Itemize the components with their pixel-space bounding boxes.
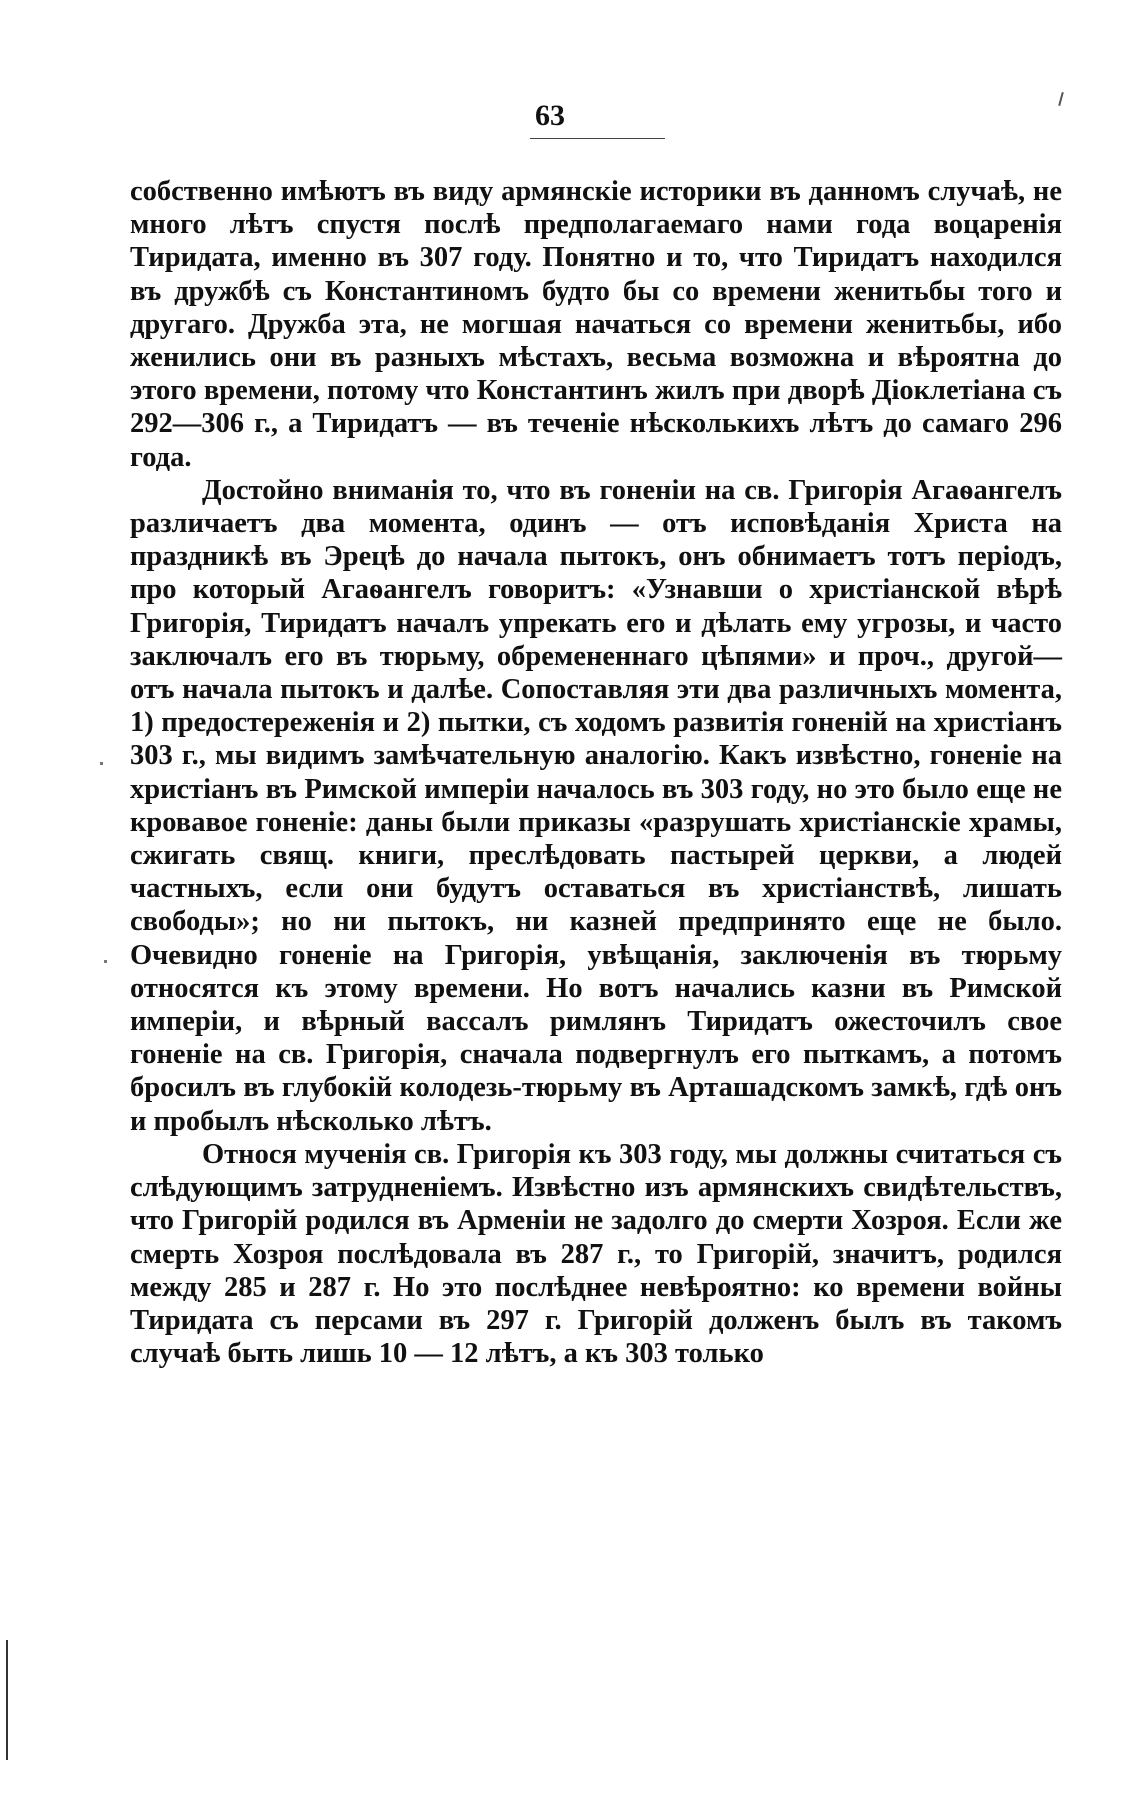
header-rule	[530, 138, 665, 139]
page-number: 63	[535, 99, 565, 132]
margin-speck	[100, 762, 103, 765]
paragraph-2: Достойно вниманія то, что въ гоненіи на св. Григорія Агаѳангелъ различаетъ два момента, одинъ — отъ исповѣданія Христа на праздникѣ въ Эрецѣ до начала пытокъ, онъ обнимаетъ тотъ періодъ, про который Агаѳангелъ говоритъ: «Узнавши о христіанской вѣрѣ Григорія, Тиридатъ началъ упрекать его и дѣлать ему угрозы, и часто заключалъ его въ тюрьму, обремененнаго цѣпями» и проч., другой—отъ начала пытокъ и далѣе. Сопоставляя эти два различныхъ момента, 1) предостереженія и 2) пытки, съ ходомъ развитія гоненій на христіанъ 303 г., мы видимъ замѣчательную аналогію. Какъ извѣстно, гоненіе на христіанъ въ Римской имперіи началось въ 303 году, но это было еще не кровавое гоненіе: даны были приказы «разрушать христіанскіе храмы, сжигать свящ. книги, преслѣдовать пастырей церкви, а людей частныхъ, если они будутъ оставаться въ христіанствѣ, лишать свободы»; но ни пытокъ, ни казней предпринято еще не было. Очевидно гоненіе на Григорія, увѣщанія, заключенія въ тюрьму относятся къ этому времени. Но вотъ начались казни въ Римской имперіи, и вѣрный вассалъ римлянъ Тиридатъ ожесточилъ свое гоненіе на св. Григорія, сначала подвергнулъ его пыткамъ, а потомъ бросилъ въ глубокій колодезь-тюрьму въ Арташадскомъ замкѣ, гдѣ онъ и пробылъ нѣсколько лѣтъ.	[130, 474, 1062, 1137]
scan-mark	[1058, 92, 1064, 106]
margin-scan-line	[6, 1640, 8, 1760]
margin-speck	[104, 960, 107, 963]
body-text	[130, 175, 1062, 1370]
paragraph-1: собственно имѣютъ въ виду армянскіе историки въ данномъ случаѣ, не много лѣтъ спустя послѣ предполагаемаго нами года воцаренія Тиридата, именно въ 307 году. Понятно и то, что Тиридатъ находился въ дружбѣ съ Константиномъ будто бы со времени женитьбы того и другаго. Дружба эта, не могшая начаться со времени женитьбы, ибо женились они въ разныхъ мѣстахъ, весьма возможна и вѣроятна до этого времени, потому что Константинъ жилъ при дворѣ Діоклетіана съ 292—306 г., а Тиридатъ — въ теченіе нѣсколькихъ лѣтъ до самаго 296 года.	[130, 176, 1062, 473]
paragraph-3: Относя мученія св. Григорія къ 303 году, мы должны считаться съ слѣдующимъ затрудненіемъ. Извѣстно изъ армянскихъ свидѣтельствъ, что Григорій родился въ Арменіи не задолго до смерти Хозроя. Если же смерть Хозроя послѣдовала въ 287 г., то Григорій, значитъ, родился между 285 и 287 г. Но это послѣднее невѣроятно: ко времени войны Тиридата съ персами въ 297 г. Григорій долженъ былъ въ такомъ случаѣ быть лишь 10 — 12 лѣтъ, а къ 303 только	[130, 1138, 1062, 1370]
